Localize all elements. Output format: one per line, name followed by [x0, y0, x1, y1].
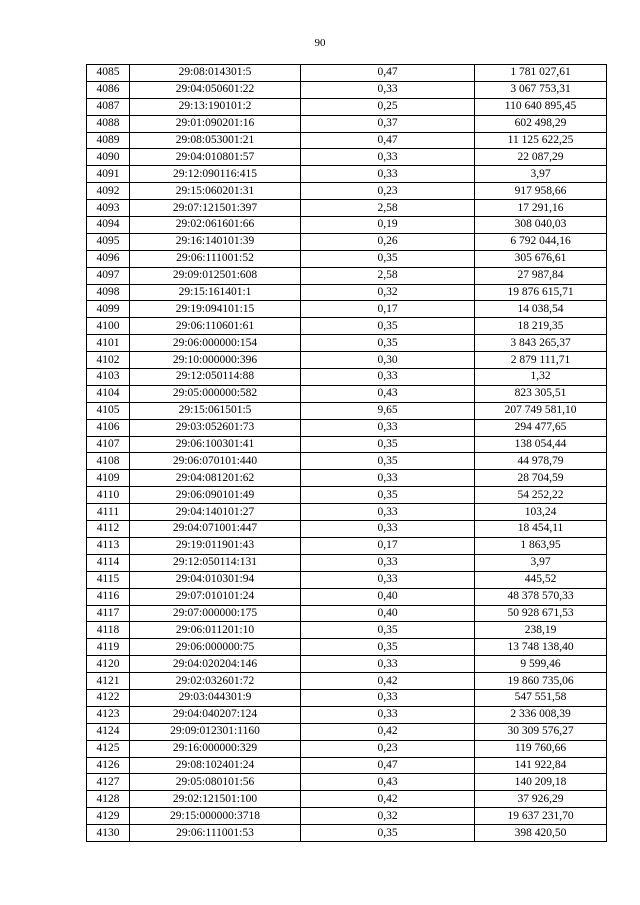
coefficient-cell: 0,35 [301, 250, 475, 267]
coefficient-cell: 0,35 [301, 335, 475, 352]
coefficient-cell: 0,23 [301, 740, 475, 757]
cadastral-number-cell: 29:06:011201:10 [130, 622, 301, 639]
row-number-cell: 4113 [87, 537, 130, 554]
coefficient-cell: 0,43 [301, 774, 475, 791]
cadastral-number-cell: 29:05:000000:582 [130, 385, 301, 402]
coefficient-cell: 0,42 [301, 673, 475, 690]
cadastral-value-table [86, 64, 607, 842]
cadastral-number-cell: 29:04:050601:22 [130, 81, 301, 98]
row-number-cell: 4087 [87, 98, 130, 115]
value-cell: 141 922,84 [475, 757, 607, 774]
cadastral-number-cell: 29:07:000000:175 [130, 605, 301, 622]
row-number-cell: 4119 [87, 639, 130, 656]
table-row [87, 622, 607, 639]
table-row [87, 656, 607, 673]
row-number-cell: 4100 [87, 318, 130, 335]
cadastral-number-cell: 29:09:012501:608 [130, 267, 301, 284]
coefficient-cell: 0,17 [301, 301, 475, 318]
cadastral-number-cell: 29:06:100301:41 [130, 436, 301, 453]
row-number-cell: 4117 [87, 605, 130, 622]
row-number-cell: 4129 [87, 808, 130, 825]
coefficient-cell: 0,35 [301, 487, 475, 504]
row-number-cell: 4122 [87, 689, 130, 706]
value-cell: 6 792 044,16 [475, 233, 607, 250]
table-row [87, 284, 607, 301]
value-cell: 37 926,29 [475, 791, 607, 808]
row-number-cell: 4126 [87, 757, 130, 774]
row-number-cell: 4109 [87, 470, 130, 487]
page-number: 90 [314, 37, 326, 49]
coefficient-cell: 0,33 [301, 554, 475, 571]
row-number-cell: 4112 [87, 521, 130, 538]
coefficient-cell: 0,40 [301, 588, 475, 605]
coefficient-cell: 0,19 [301, 217, 475, 234]
value-cell: 445,52 [475, 571, 607, 588]
cadastral-number-cell: 29:02:032601:72 [130, 673, 301, 690]
row-number-cell: 4127 [87, 774, 130, 791]
cadastral-number-cell: 29:04:081201:62 [130, 470, 301, 487]
value-cell: 9 599,46 [475, 656, 607, 673]
coefficient-cell: 0,33 [301, 504, 475, 521]
cadastral-number-cell: 29:06:110601:61 [130, 318, 301, 335]
table-row [87, 740, 607, 757]
table-row [87, 487, 607, 504]
coefficient-cell: 0,33 [301, 419, 475, 436]
cadastral-number-cell: 29:04:140101:27 [130, 504, 301, 521]
coefficient-cell: 0,33 [301, 470, 475, 487]
row-number-cell: 4092 [87, 183, 130, 200]
coefficient-cell: 0,47 [301, 65, 475, 82]
table-row [87, 504, 607, 521]
cadastral-number-cell: 29:19:094101:15 [130, 301, 301, 318]
row-number-cell: 4097 [87, 267, 130, 284]
row-number-cell: 4103 [87, 369, 130, 386]
table-row [87, 554, 607, 571]
value-cell: 398 420,50 [475, 825, 607, 842]
value-cell: 917 958,66 [475, 183, 607, 200]
coefficient-cell: 0,43 [301, 385, 475, 402]
row-number-cell: 4115 [87, 571, 130, 588]
cadastral-number-cell: 29:04:010801:57 [130, 149, 301, 166]
value-cell: 103,24 [475, 504, 607, 521]
table-row [87, 267, 607, 284]
coefficient-cell: 0,33 [301, 571, 475, 588]
table-row [87, 98, 607, 115]
value-cell: 19 637 231,70 [475, 808, 607, 825]
coefficient-cell: 0,42 [301, 791, 475, 808]
cadastral-number-cell: 29:16:000000:329 [130, 740, 301, 757]
coefficient-cell: 9,65 [301, 402, 475, 419]
table-row [87, 605, 607, 622]
table-row [87, 115, 607, 132]
coefficient-cell: 0,47 [301, 132, 475, 149]
value-cell: 14 038,54 [475, 301, 607, 318]
table-row [87, 65, 607, 82]
coefficient-cell: 2,58 [301, 200, 475, 217]
value-cell: 207 749 581,10 [475, 402, 607, 419]
value-cell: 3 843 265,37 [475, 335, 607, 352]
table-row [87, 335, 607, 352]
cadastral-number-cell: 29:19:011901:43 [130, 537, 301, 554]
value-cell: 18 454,11 [475, 521, 607, 538]
table-row [87, 774, 607, 791]
coefficient-cell: 0,35 [301, 639, 475, 656]
cadastral-number-cell: 29:06:070101:440 [130, 453, 301, 470]
cadastral-number-cell: 29:10:000000:396 [130, 352, 301, 369]
value-cell: 54 252,22 [475, 487, 607, 504]
value-cell: 1 863,95 [475, 537, 607, 554]
table-row [87, 470, 607, 487]
row-number-cell: 4104 [87, 385, 130, 402]
row-number-cell: 4130 [87, 825, 130, 842]
value-cell: 238,19 [475, 622, 607, 639]
row-number-cell: 4106 [87, 419, 130, 436]
coefficient-cell: 0,23 [301, 183, 475, 200]
cadastral-number-cell: 29:02:061601:66 [130, 217, 301, 234]
value-cell: 48 378 570,33 [475, 588, 607, 605]
coefficient-cell: 0,25 [301, 98, 475, 115]
coefficient-cell: 0,35 [301, 622, 475, 639]
row-number-cell: 4088 [87, 115, 130, 132]
cadastral-number-cell: 29:12:050114:131 [130, 554, 301, 571]
table-row [87, 689, 607, 706]
row-number-cell: 4095 [87, 233, 130, 250]
value-cell: 13 748 138,40 [475, 639, 607, 656]
row-number-cell: 4123 [87, 706, 130, 723]
row-number-cell: 4118 [87, 622, 130, 639]
row-number-cell: 4096 [87, 250, 130, 267]
row-number-cell: 4101 [87, 335, 130, 352]
table-row [87, 318, 607, 335]
value-cell: 50 928 671,53 [475, 605, 607, 622]
coefficient-cell: 0,32 [301, 284, 475, 301]
value-cell: 119 760,66 [475, 740, 607, 757]
value-cell: 2 336 008,39 [475, 706, 607, 723]
cadastral-number-cell: 29:06:000000:75 [130, 639, 301, 656]
coefficient-cell: 0,33 [301, 81, 475, 98]
value-cell: 1 781 027,61 [475, 65, 607, 82]
row-number-cell: 4114 [87, 554, 130, 571]
table-row [87, 166, 607, 183]
cadastral-number-cell: 29:15:000000:3718 [130, 808, 301, 825]
table-row [87, 200, 607, 217]
row-number-cell: 4098 [87, 284, 130, 301]
row-number-cell: 4099 [87, 301, 130, 318]
cadastral-number-cell: 29:09:012301:1160 [130, 723, 301, 740]
cadastral-number-cell: 29:12:090116:415 [130, 166, 301, 183]
table-row [87, 385, 607, 402]
cadastral-number-cell: 29:07:010101:24 [130, 588, 301, 605]
cadastral-number-cell: 29:04:020204:146 [130, 656, 301, 673]
row-number-cell: 4108 [87, 453, 130, 470]
coefficient-cell: 0,33 [301, 706, 475, 723]
table-row [87, 250, 607, 267]
row-number-cell: 4105 [87, 402, 130, 419]
table-row [87, 183, 607, 200]
value-cell: 19 860 735,06 [475, 673, 607, 690]
table-row [87, 217, 607, 234]
value-cell: 602 498,29 [475, 115, 607, 132]
value-cell: 140 209,18 [475, 774, 607, 791]
coefficient-cell: 2,58 [301, 267, 475, 284]
coefficient-cell: 0,32 [301, 808, 475, 825]
value-cell: 2 879 111,71 [475, 352, 607, 369]
table-row [87, 453, 607, 470]
cadastral-number-cell: 29:15:061501:5 [130, 402, 301, 419]
row-number-cell: 4111 [87, 504, 130, 521]
value-cell: 27 987,84 [475, 267, 607, 284]
table-row [87, 808, 607, 825]
row-number-cell: 4086 [87, 81, 130, 98]
table-row [87, 521, 607, 538]
cadastral-number-cell: 29:03:052601:73 [130, 419, 301, 436]
value-cell: 11 125 622,25 [475, 132, 607, 149]
value-cell: 305 676,61 [475, 250, 607, 267]
row-number-cell: 4093 [87, 200, 130, 217]
table-row [87, 588, 607, 605]
row-number-cell: 4102 [87, 352, 130, 369]
cadastral-number-cell: 29:08:053001:21 [130, 132, 301, 149]
table-row [87, 149, 607, 166]
value-cell: 44 978,79 [475, 453, 607, 470]
value-cell: 22 087,29 [475, 149, 607, 166]
value-cell: 17 291,16 [475, 200, 607, 217]
row-number-cell: 4125 [87, 740, 130, 757]
table-row [87, 132, 607, 149]
coefficient-cell: 0,37 [301, 115, 475, 132]
coefficient-cell: 0,33 [301, 689, 475, 706]
table-row [87, 233, 607, 250]
coefficient-cell: 0,26 [301, 233, 475, 250]
value-cell: 547 551,58 [475, 689, 607, 706]
cadastral-number-cell: 29:15:161401:1 [130, 284, 301, 301]
table-row [87, 419, 607, 436]
row-number-cell: 4089 [87, 132, 130, 149]
cadastral-number-cell: 29:06:111001:52 [130, 250, 301, 267]
cadastral-number-cell: 29:06:090101:49 [130, 487, 301, 504]
table-row [87, 639, 607, 656]
value-cell: 308 040,03 [475, 217, 607, 234]
cadastral-number-cell: 29:02:121501:100 [130, 791, 301, 808]
coefficient-cell: 0,33 [301, 369, 475, 386]
value-cell: 28 704,59 [475, 470, 607, 487]
value-cell: 3 067 753,31 [475, 81, 607, 98]
cadastral-number-cell: 29:03:044301:9 [130, 689, 301, 706]
table-row [87, 369, 607, 386]
table-row [87, 723, 607, 740]
row-number-cell: 4107 [87, 436, 130, 453]
table-body [87, 65, 607, 842]
coefficient-cell: 0,30 [301, 352, 475, 369]
value-cell: 3,97 [475, 554, 607, 571]
value-cell: 30 309 576,27 [475, 723, 607, 740]
value-cell: 823 305,51 [475, 385, 607, 402]
table-row [87, 757, 607, 774]
coefficient-cell: 0,33 [301, 656, 475, 673]
coefficient-cell: 0,33 [301, 149, 475, 166]
row-number-cell: 4110 [87, 487, 130, 504]
table-row [87, 352, 607, 369]
cadastral-number-cell: 29:16:140101:39 [130, 233, 301, 250]
table-row [87, 706, 607, 723]
row-number-cell: 4124 [87, 723, 130, 740]
row-number-cell: 4121 [87, 673, 130, 690]
value-cell: 138 054,44 [475, 436, 607, 453]
table-row [87, 825, 607, 842]
table-row [87, 402, 607, 419]
coefficient-cell: 0,35 [301, 436, 475, 453]
value-cell: 294 477,65 [475, 419, 607, 436]
cadastral-number-cell: 29:12:050114:88 [130, 369, 301, 386]
table-row [87, 537, 607, 554]
cadastral-number-cell: 29:07:121501:397 [130, 200, 301, 217]
table-row [87, 791, 607, 808]
coefficient-cell: 0,33 [301, 166, 475, 183]
table-row [87, 81, 607, 98]
cadastral-number-cell: 29:04:040207:124 [130, 706, 301, 723]
value-cell: 19 876 615,71 [475, 284, 607, 301]
coefficient-cell: 0,42 [301, 723, 475, 740]
table-row [87, 436, 607, 453]
coefficient-cell: 0,35 [301, 825, 475, 842]
cadastral-number-cell: 29:05:080101:56 [130, 774, 301, 791]
cadastral-number-cell: 29:13:190101:2 [130, 98, 301, 115]
table-row [87, 571, 607, 588]
cadastral-number-cell: 29:06:000000:154 [130, 335, 301, 352]
coefficient-cell: 0,35 [301, 318, 475, 335]
row-number-cell: 4120 [87, 656, 130, 673]
cadastral-number-cell: 29:08:014301:5 [130, 65, 301, 82]
coefficient-cell: 0,35 [301, 453, 475, 470]
row-number-cell: 4128 [87, 791, 130, 808]
value-cell: 18 219,35 [475, 318, 607, 335]
coefficient-cell: 0,17 [301, 537, 475, 554]
cadastral-number-cell: 29:06:111001:53 [130, 825, 301, 842]
row-number-cell: 4091 [87, 166, 130, 183]
table-row [87, 301, 607, 318]
row-number-cell: 4085 [87, 65, 130, 82]
value-cell: 3,97 [475, 166, 607, 183]
cadastral-number-cell: 29:08:102401:24 [130, 757, 301, 774]
value-cell: 110 640 895,45 [475, 98, 607, 115]
table-row [87, 673, 607, 690]
cadastral-number-cell: 29:04:071001:447 [130, 521, 301, 538]
coefficient-cell: 0,33 [301, 521, 475, 538]
coefficient-cell: 0,40 [301, 605, 475, 622]
value-cell: 1,32 [475, 369, 607, 386]
row-number-cell: 4094 [87, 217, 130, 234]
cadastral-number-cell: 29:15:060201:31 [130, 183, 301, 200]
row-number-cell: 4116 [87, 588, 130, 605]
coefficient-cell: 0,47 [301, 757, 475, 774]
row-number-cell: 4090 [87, 149, 130, 166]
cadastral-number-cell: 29:01:090201:16 [130, 115, 301, 132]
cadastral-number-cell: 29:04:010301:94 [130, 571, 301, 588]
